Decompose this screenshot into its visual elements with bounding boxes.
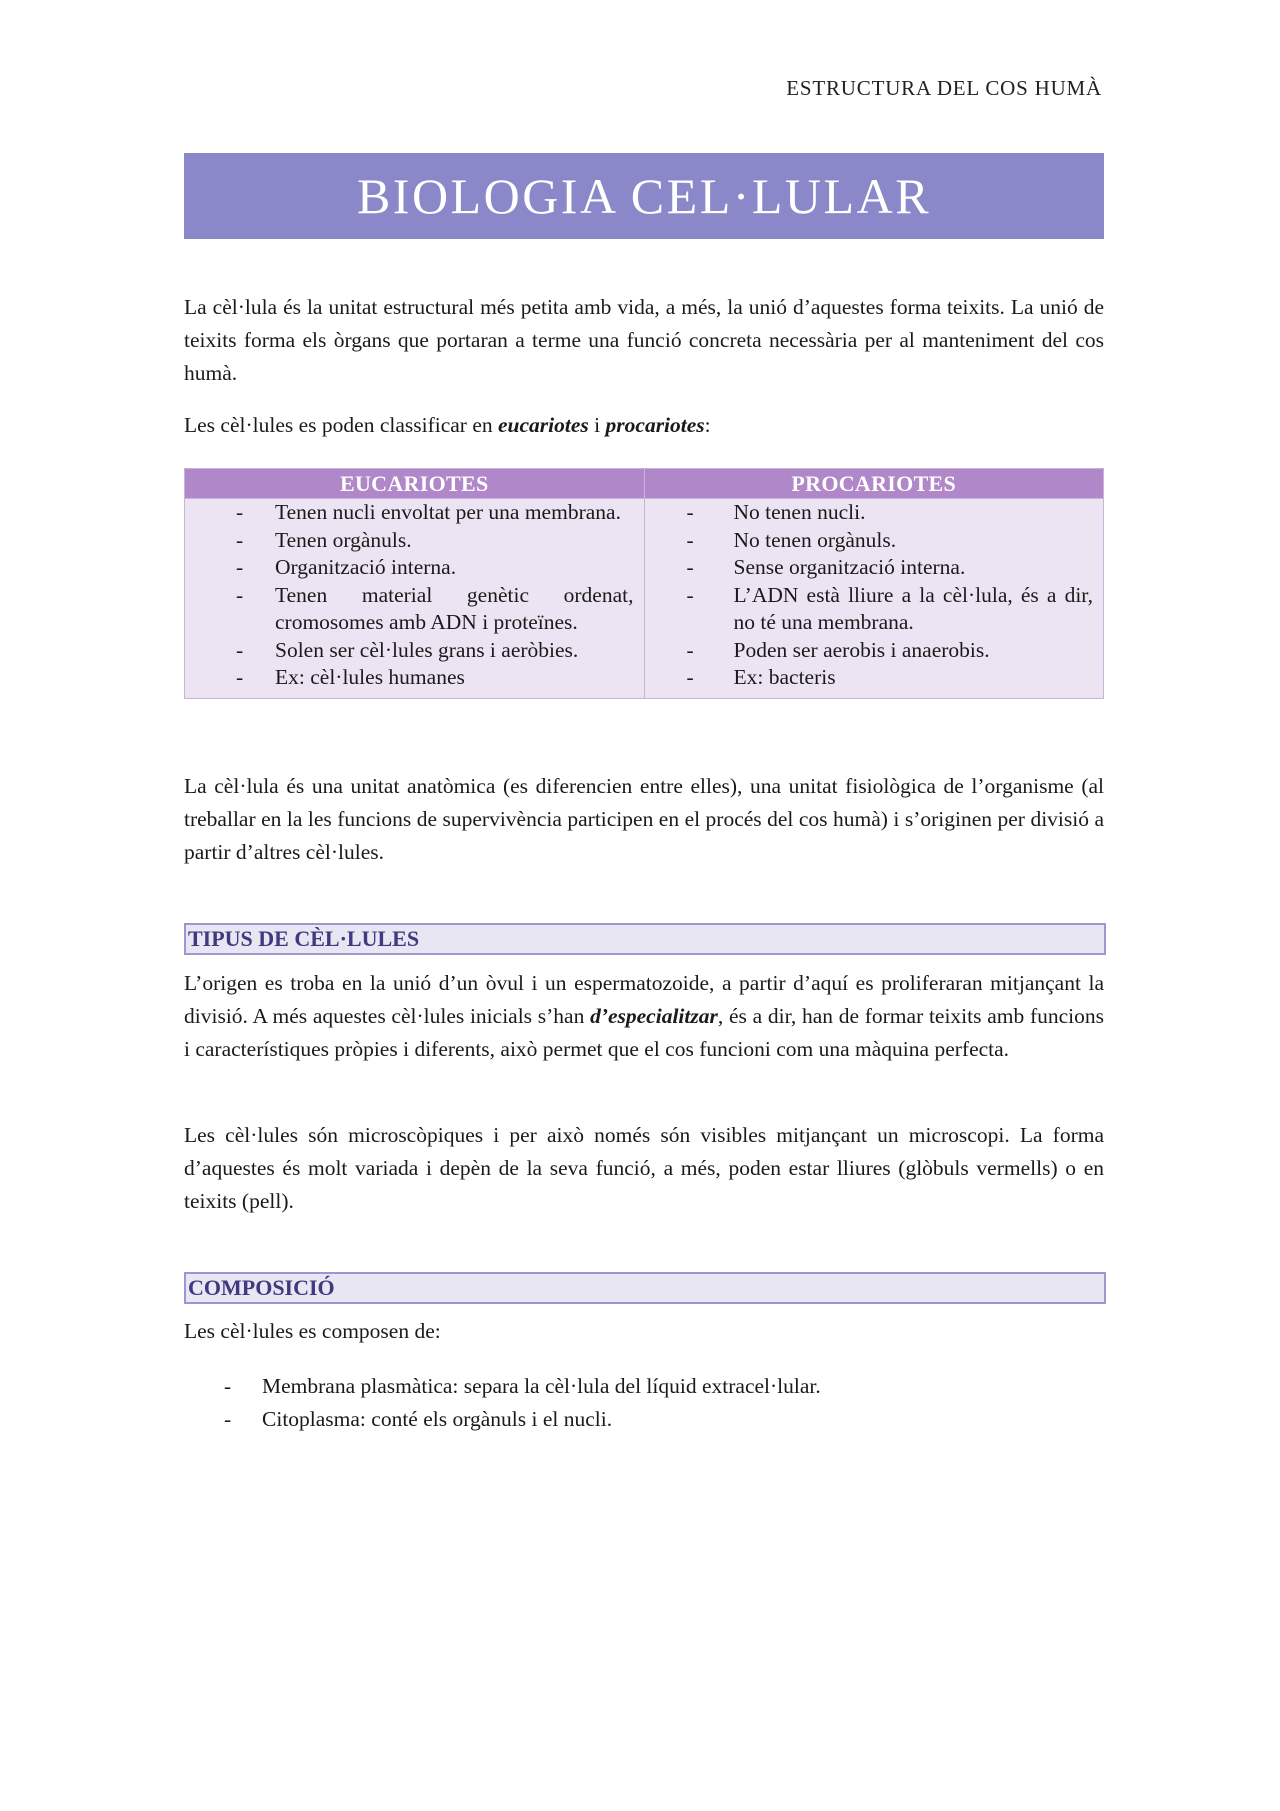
- classification-colon: :: [704, 413, 711, 437]
- document-title: BIOLOGIA CEL·LULAR: [356, 168, 932, 224]
- procariotes-cell: [644, 499, 1104, 699]
- term-procariotes: procariotes: [605, 413, 705, 437]
- list-item: [645, 527, 1094, 555]
- list-item: [185, 664, 634, 692]
- title-band: [184, 153, 1104, 239]
- list-item-text: Membrana plasmàtica: separa la cèl·lula del líquid extracel·lular.: [262, 1374, 821, 1398]
- eucariotes-cell: [185, 499, 645, 699]
- list-item-text: Tenen nucli envoltat per una membrana.: [275, 500, 621, 524]
- list-item-text: L’ADN està lliure a la cèl·lula, és a dir, no té una membrana.: [733, 582, 1093, 634]
- list-item: [645, 582, 1094, 637]
- bullet-dash: -: [236, 637, 244, 662]
- origin-paragraph: [184, 967, 1104, 1066]
- list-item: [185, 499, 634, 527]
- list-item-text: Ex: cèl·lules humanes: [275, 665, 465, 689]
- term-especialitzar: d’especialitzar: [590, 1004, 718, 1028]
- list-item-text: Citoplasma: conté els orgànuls i el nucli.: [262, 1407, 613, 1431]
- running-header: ESTRUCTURA DEL COS HUMÀ: [786, 76, 1102, 100]
- header-procariotes: PROCARIOTES: [644, 469, 1104, 499]
- list-item-text: Tenen orgànuls.: [275, 527, 412, 552]
- table-header-row: [185, 469, 1104, 499]
- microscopic-paragraph: Les cèl·lules són microscòpiques i per això només són visibles mitjançant un microscopi. La forma d’aquestes és molt variada i depèn de la seva funció, a més, poden estar lliures (glòbuls vermells) o en teixits (pell).: [184, 1123, 1104, 1213]
- section-heading-tipus: TIPUS DE CÈL·LULES: [184, 923, 1106, 955]
- bullet-dash: -: [686, 527, 694, 552]
- bullet-dash: -: [224, 1374, 232, 1398]
- list-item: [185, 554, 634, 582]
- unit-paragraph: La cèl·lula és una unitat anatòmica (es diferencien entre elles), una unitat fisiològica de l’organisme (al treballar en la les funcions de supervivència participen en el procés del cos humà) i s’originen per divisió a partir d’altres cèl·lules.: [184, 774, 1104, 864]
- header-eucariotes: EUCARIOTES: [185, 469, 645, 499]
- list-item-text: No tenen orgànuls.: [733, 527, 897, 552]
- classification-conjunction: i: [588, 413, 606, 437]
- bullet-dash: -: [236, 582, 244, 607]
- bullet-dash: -: [236, 665, 244, 689]
- bullet-dash: -: [236, 500, 244, 524]
- list-item: [185, 527, 634, 555]
- comparison-table: [184, 468, 1104, 699]
- bullet-dash: -: [686, 500, 694, 524]
- bullet-dash: -: [686, 665, 694, 689]
- classification-paragraph: [184, 409, 1104, 442]
- bullet-dash: -: [224, 1407, 232, 1431]
- origin-text-end: , és a dir, han de formar teixits amb funcions i característiques pròpies i diferents, això permet que el cos funcioni com una màquina perfecta.: [184, 1004, 1104, 1061]
- composition-list: [184, 1370, 1104, 1436]
- list-item: [184, 1403, 1104, 1436]
- intro-paragraph: La cèl·lula és la unitat estructural més petita amb vida, a més, la unió d’aquestes forma teixits. La unió de teixits forma els òrgans que portaran a terme una funció concreta necessària per al manteniment del cos humà.: [184, 295, 1104, 385]
- bullet-dash: -: [686, 637, 694, 662]
- list-item-text: No tenen nucli.: [733, 500, 866, 524]
- list-item: [185, 637, 634, 665]
- list-item: [645, 499, 1094, 527]
- list-item-text: Solen ser cèl·lules grans i aeròbies.: [275, 637, 579, 662]
- list-item-text: Poden ser aerobis i anaerobis.: [733, 637, 990, 662]
- classification-text: Les cèl·lules es poden classificar en: [184, 413, 499, 437]
- list-item-text: Tenen material genètic ordenat, cromosomes amb ADN i proteïnes.: [275, 582, 634, 634]
- term-eucariotes: eucariotes: [498, 413, 589, 437]
- list-item-text: Ex: bacteris: [733, 665, 836, 689]
- list-item-text: Organització interna.: [275, 555, 457, 579]
- bullet-dash: -: [686, 555, 694, 579]
- table-body-row: [185, 499, 1104, 699]
- bullet-dash: -: [236, 555, 244, 579]
- section-heading-composicio: COMPOSICIÓ: [184, 1272, 1106, 1304]
- bullet-dash: -: [686, 582, 694, 607]
- eucariotes-list: [185, 499, 634, 698]
- composition-intro: Les cèl·lules es composen de:: [184, 1319, 441, 1343]
- bullet-dash: -: [236, 527, 244, 552]
- list-item: [185, 582, 634, 637]
- list-item: [645, 637, 1094, 665]
- procariotes-list: [645, 499, 1094, 698]
- list-item: [645, 664, 1094, 692]
- origin-text: L’origen es troba en la unió d’un òvul i un espermatozoide, a partir d’aquí es proliferaran mitjançant la divisió. A més aquestes cèl·lules inicials s’han: [184, 971, 1104, 1028]
- list-item-text: Sense organització interna.: [733, 555, 966, 579]
- list-item: [645, 554, 1094, 582]
- list-item: [184, 1370, 1104, 1403]
